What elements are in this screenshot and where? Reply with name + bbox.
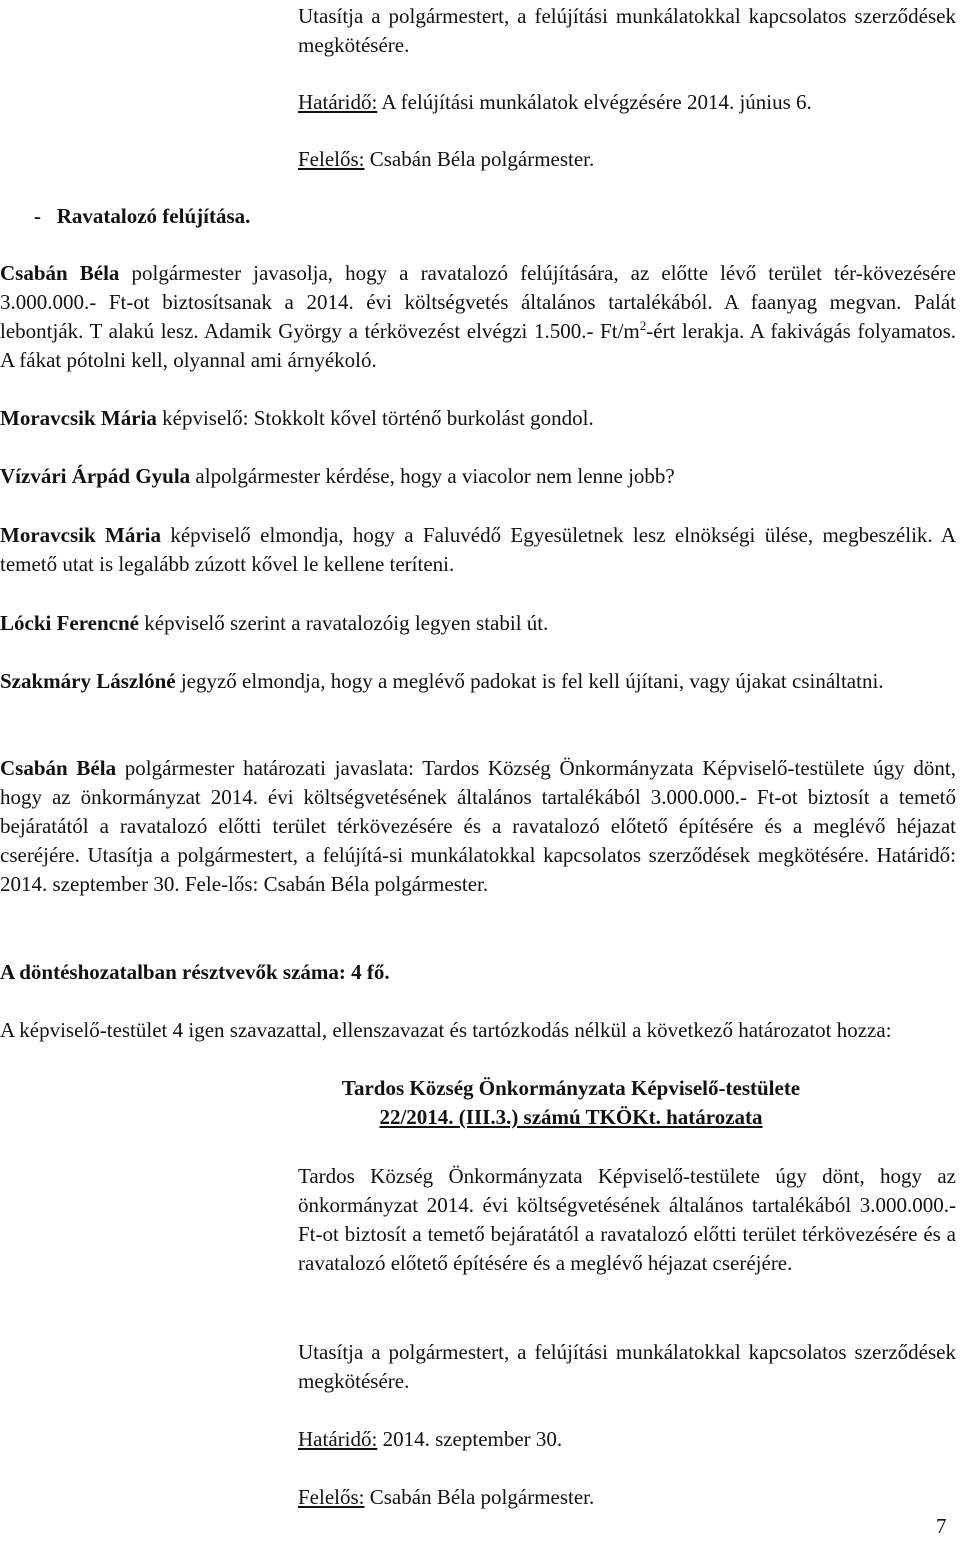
section-heading: - Ravatalozó felújítása.: [34, 204, 251, 228]
deadline-label: Határidő:: [298, 1427, 378, 1451]
top-responsible: [298, 145, 956, 174]
resolution-body: Tardos Község Önkormányzata Képviselő-testülete úgy dönt, hogy az önkormányzat 2014. évi költségvetésének általános tartalékából 3.000.000.- Ft-ot biztosít a temető bejáratától a ravatalozó előtti terület térkövezésére és a ravatalozó előtető építésére és a meglévő héjazat cseréjére.: [298, 1164, 956, 1275]
responsible-text: Csabán Béla polgármester.: [364, 147, 595, 171]
speaker-name: Moravcsik Mária: [0, 523, 161, 547]
paragraph-3: [0, 462, 956, 491]
speaker-name: Lócki Ferencné: [0, 611, 140, 635]
speaker-name: Csabán Béla: [0, 261, 120, 285]
top-deadline: [298, 88, 956, 117]
paragraph-6: [0, 667, 956, 696]
responsible-label: Felelős:: [298, 147, 365, 171]
top-instruction: Utasítja a polgármestert, a felújítási munkálatokkal kapcsolatos szerződések megkötésére.: [298, 4, 956, 57]
speaker-name: Szakmáry Lászlóné: [0, 669, 176, 693]
paragraph-text-after: -ért lerakja. A fakivágás folyamatos. A fákat pótolni kell, olyannal ami árnyékoló.: [0, 319, 956, 372]
deadline-text: 2014. szeptember 30.: [377, 1427, 563, 1451]
paragraph-text: alpolgármester kérdése, hogy a viacolor nem lenne jobb?: [190, 464, 675, 488]
responsible-label: Felelős:: [298, 1485, 365, 1509]
paragraph-text: képviselő elmondja, hogy a Faluvédő Egyesületnek lesz elnökségi ülése, megbeszélik. A temető utat is legalább zúzott kővel le kellene teríteni.: [0, 523, 957, 576]
paragraph-7: [0, 754, 956, 899]
deadline-text: A felújítási munkálatok elvégzésére 2014. június 6.: [377, 90, 812, 114]
paragraph-text: jegyző elmondja, hogy a meglévő padokat is fel kell újítani, vagy újakat csináltatni.: [175, 669, 884, 693]
paragraph-4: [0, 521, 956, 579]
resolution-deadline: [298, 1425, 956, 1454]
participants-count: A döntéshozatalban résztvevők száma: 4 fő.: [0, 960, 390, 984]
superscript: 2: [639, 318, 647, 333]
paragraph-1: [0, 259, 956, 375]
speaker-name: Vízvári Árpád Gyula: [0, 464, 191, 488]
paragraph-text: polgármester javasolja, hogy a ravatalozó felújítására, az előtte lévő terület tér-kövezésére 3.000.000.- Ft-ot biztosítsanak a 2014. évi költségvetés általános tartalékából. A faanyag megvan. Palát lebontják. T alakú lesz. Adamik György a térkövezést elvégzi 1.500.- Ft/m: [0, 261, 956, 343]
page-number: 7: [936, 1514, 947, 1538]
speaker-name: Moravcsik Mária: [0, 406, 157, 430]
resolution-responsible: [298, 1483, 956, 1512]
paragraph-5: [0, 609, 956, 638]
paragraph-text: képviselő: Stokkolt kővel történő burkolást gondol.: [156, 406, 594, 430]
paragraph-text: képviselő szerint a ravatalozóig legyen stabil út.: [139, 611, 549, 635]
resolution-title: Tardos Község Önkormányzata Képviselő-testülete: [341, 1076, 801, 1100]
speaker-name: Csabán Béla: [0, 756, 117, 780]
resolution-number: [236, 1103, 906, 1132]
paragraph-text: polgármester határozati javaslata: Tardos Község Önkormányzata Képviselő-testülete úgy dönt, hogy az önkormányzat 2014. évi költségvetésének általános tartalékából 3.000.000.- Ft-ot biztosít a temető bejáratától a ravatalozó előtti terület térkövezésére és a ravatalozó előtető építésére és a meglévő héjazat cseréjére. Utasítja a polgármestert, a felújítá-si munkálatokkal kapcsolatos szerződések megkötésére. Határidő: 2014. szeptember 30. Fele-lős: Csabán Béla polgármester.: [0, 756, 956, 896]
vote-statement: A képviselő-testület 4 igen szavazattal, ellenszavazat és tartózkodás nélkül a következő határozatot hozza:: [0, 1018, 892, 1042]
deadline-label: Határidő:: [298, 90, 378, 114]
responsible-text: Csabán Béla polgármester.: [364, 1485, 595, 1509]
resolution-number-text: 22/2014. (III.3.) számú TKÖKt. határozata: [379, 1105, 763, 1129]
resolution-instruction: Utasítja a polgármestert, a felújítási munkálatokkal kapcsolatos szerződések megkötésére.: [298, 1340, 956, 1393]
paragraph-2: [0, 404, 956, 433]
